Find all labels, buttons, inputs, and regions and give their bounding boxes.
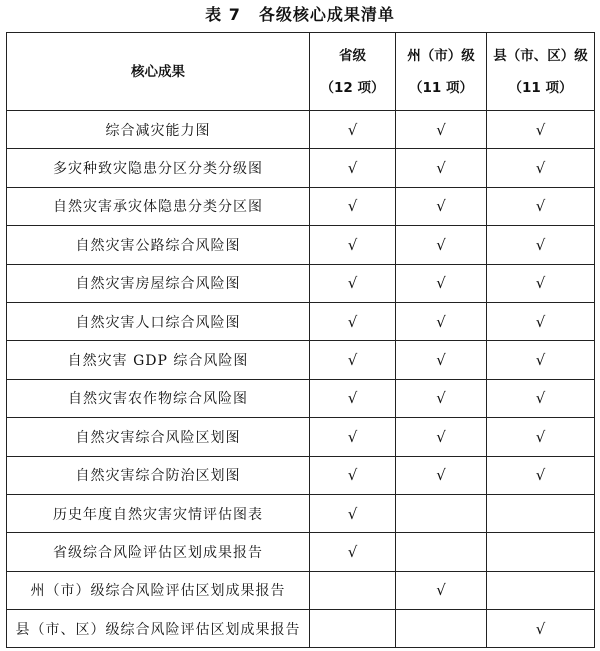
core-results-table [6,32,595,648]
check-mark-prefecture: √ [396,341,487,379]
check-mark-county: √ [487,111,595,149]
check-mark-county: √ [487,456,595,494]
result-name: 历史年度自然灾害灾情评估图表 [7,494,310,532]
check-mark-prefecture: √ [396,149,487,187]
table-row [7,264,595,302]
check-mark-county: √ [487,610,595,648]
header-line: 州（市）级 [407,47,475,64]
check-mark-province [310,571,396,609]
check-mark-province: √ [310,341,396,379]
table-caption [0,0,600,30]
check-mark-prefecture [396,494,487,532]
table-row [7,610,595,648]
result-name: 省级综合风险评估区划成果报告 [7,533,310,571]
check-mark-prefecture: √ [396,264,487,302]
check-mark-province: √ [310,456,396,494]
table-row [7,418,595,456]
check-mark-prefecture: √ [396,187,487,225]
table-number: 表 7 [205,5,241,24]
check-mark-province: √ [310,379,396,417]
result-name: 自然灾害综合防治区划图 [7,456,310,494]
header-line: 省级 [339,47,366,64]
check-mark-province [310,610,396,648]
check-mark-county [487,533,595,571]
header-count: （12 项） [320,79,385,96]
header-count: （11 项） [508,79,573,96]
header-row [7,33,595,111]
check-mark-province: √ [310,187,396,225]
check-mark-county: √ [487,264,595,302]
check-mark-county: √ [487,187,595,225]
check-mark-prefecture: √ [396,571,487,609]
check-mark-county: √ [487,302,595,340]
check-mark-prefecture: √ [396,226,487,264]
check-mark-province: √ [310,149,396,187]
header-line: 核心成果 [131,63,185,80]
table-row [7,379,595,417]
check-mark-province: √ [310,533,396,571]
check-mark-province: √ [310,226,396,264]
table-row [7,533,595,571]
check-mark-prefecture: √ [396,379,487,417]
table-row [7,494,595,532]
result-name: 自然灾害房屋综合风险图 [7,264,310,302]
check-mark-province: √ [310,302,396,340]
check-mark-province: √ [310,418,396,456]
table-row [7,571,595,609]
check-mark-county: √ [487,341,595,379]
check-mark-province: √ [310,111,396,149]
check-mark-prefecture: √ [396,111,487,149]
header-count: （11 项） [409,79,473,96]
check-mark-county: √ [487,149,595,187]
header-county [487,33,595,111]
check-mark-prefecture [396,610,487,648]
table-row [7,341,595,379]
table-row [7,111,595,149]
check-mark-county [487,571,595,609]
check-mark-county: √ [487,379,595,417]
table-row [7,187,595,225]
check-mark-prefecture: √ [396,302,487,340]
result-name: 自然灾害人口综合风险图 [7,302,310,340]
result-name: 县（市、区）级综合风险评估区划成果报告 [7,610,310,648]
check-mark-prefecture: √ [396,456,487,494]
table-row [7,456,595,494]
check-mark-county: √ [487,226,595,264]
result-name: 自然灾害农作物综合风险图 [7,379,310,417]
header-core-results [7,33,310,111]
check-mark-county [487,494,595,532]
result-name: 自然灾害综合风险区划图 [7,418,310,456]
table-title: 各级核心成果清单 [258,5,395,24]
result-name: 自然灾害公路综合风险图 [7,226,310,264]
check-mark-province: √ [310,264,396,302]
result-name: 州（市）级综合风险评估区划成果报告 [7,571,310,609]
table-row [7,226,595,264]
result-name: 自然灾害 GDP 综合风险图 [7,341,310,379]
check-mark-prefecture [396,533,487,571]
result-name: 多灾种致灾隐患分区分类分级图 [7,149,310,187]
header-prefecture [396,33,487,111]
result-name: 自然灾害承灾体隐患分类分区图 [7,187,310,225]
check-mark-province: √ [310,494,396,532]
check-mark-prefecture: √ [396,418,487,456]
table-row [7,149,595,187]
table-row [7,302,595,340]
check-mark-county: √ [487,418,595,456]
header-province [310,33,396,111]
header-line: 县（市、区）级 [493,47,588,64]
result-name: 综合减灾能力图 [7,111,310,149]
